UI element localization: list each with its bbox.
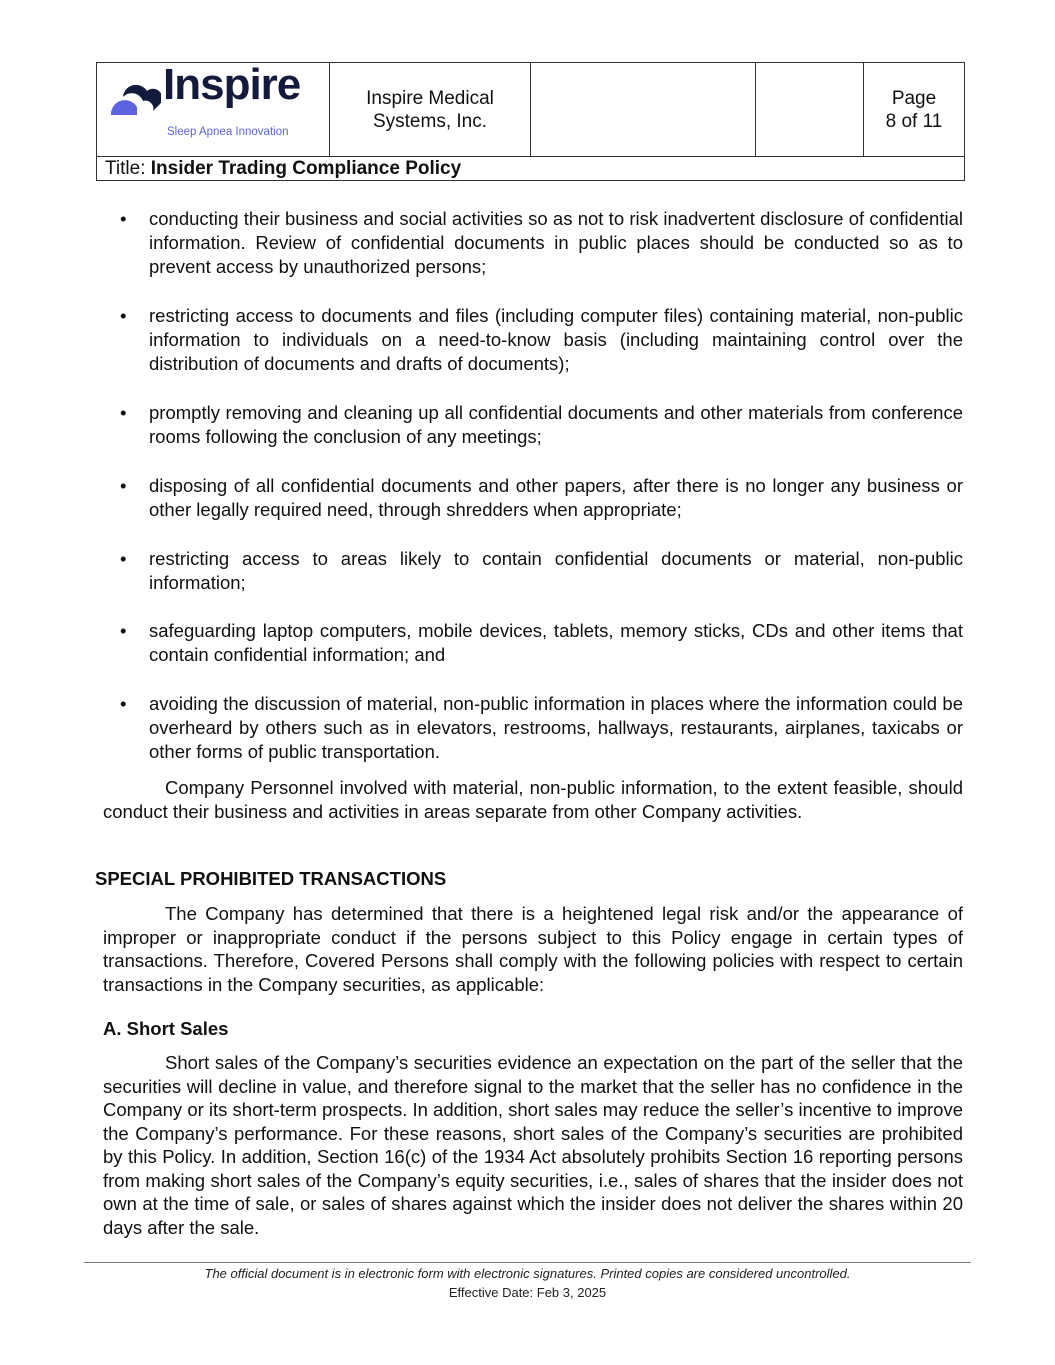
paragraph: The Company has determined that there is a heightened legal risk and/or the appearance of improper or inappropriate conduct if the persons subject to this Policy engage in certain types of transactions. Therefore, Covered Persons shall comply with the following policies with respect to certain transactions in the Company securities, as applicable: bbox=[103, 903, 963, 995]
footer-divider bbox=[84, 1262, 971, 1263]
page-number: Page 8 of 11 bbox=[885, 88, 943, 132]
blank-cell bbox=[531, 63, 756, 156]
effective-date: Effective Date: Feb 3, 2025 bbox=[448, 1285, 607, 1300]
bullet-item: • disposing of all confidential documents and other papers, after there is no longer any business or other legally required need, through shredders when appropriate; bbox=[120, 475, 963, 520]
blank-cell bbox=[756, 63, 864, 156]
bullet-item: • safeguarding laptop computers, mobile devices, tablets, memory sticks, CDs and other items that contain confidential information; and bbox=[120, 620, 963, 665]
paragraph: Short sales of the Company’s securities evidence an expectation on the part of the seller that the securities will decline in value, and therefore signal to the market that the seller has no confidence in the Company or its short-term prospects. In addition, short sales may reduce the seller’s incentive to improve the Company’s performance. For these reasons, short sales of the Company’s securities are prohibited by this Policy. In addition, Section 16(c) of the 1934 Act absolutely prohibits Section 16 reporting persons from making short sales of the Company’s equity securities, i.e., sales of shares that the insider does not own at the time of sale, or sales of shares against which the insider does not deliver the shares within 20 days after the sale. bbox=[103, 1052, 963, 1238]
bullet-item: • promptly removing and cleaning up all confidential documents and other materials from conference rooms following the conclusion of any meetings; bbox=[120, 402, 963, 447]
bullet-item: • conducting their business and social activities so as not to risk inadvertent disclosure of confidential information. Review of confidential documents in public places should be conducted so as to prevent access by unauthorized persons; bbox=[120, 208, 963, 277]
paragraph: Company Personnel involved with material, non-public information, to the extent feasible, should conduct their business and activities in areas separate from other Company activities. bbox=[103, 777, 963, 822]
bullet-item: • avoiding the discussion of material, non-public information in places where the information could be overheard by others such as in elevators, restrooms, hallways, restaurants, airplanes, taxicabs or other forms of public transportation. bbox=[120, 693, 963, 762]
header-table bbox=[96, 62, 965, 181]
subheading: A. Short Sales bbox=[103, 1018, 229, 1039]
bullet-item: • restricting access to areas likely to contain confidential documents or material, non-public information; bbox=[120, 548, 963, 593]
company-name: Inspire Medical Systems, Inc. bbox=[330, 63, 531, 156]
cloud-logo-icon bbox=[109, 81, 161, 117]
section-heading: SPECIAL PROHIBITED TRANSACTIONS bbox=[95, 868, 447, 889]
document-title: Title: Insider Trading Compliance Policy bbox=[97, 156, 964, 180]
bullet-item: • restricting access to documents and files (including computer files) containing material, non-public information to individuals on a need-to-know basis (including maintaining control over the distribution of documents and drafts of documents); bbox=[120, 305, 963, 374]
logo-cell: Inspire Sleep Apnea Innovation bbox=[97, 63, 330, 156]
footer-notice: The official document is in electronic form with electronic signatures. Printed copies are considered uncontrolled. bbox=[204, 1266, 851, 1281]
